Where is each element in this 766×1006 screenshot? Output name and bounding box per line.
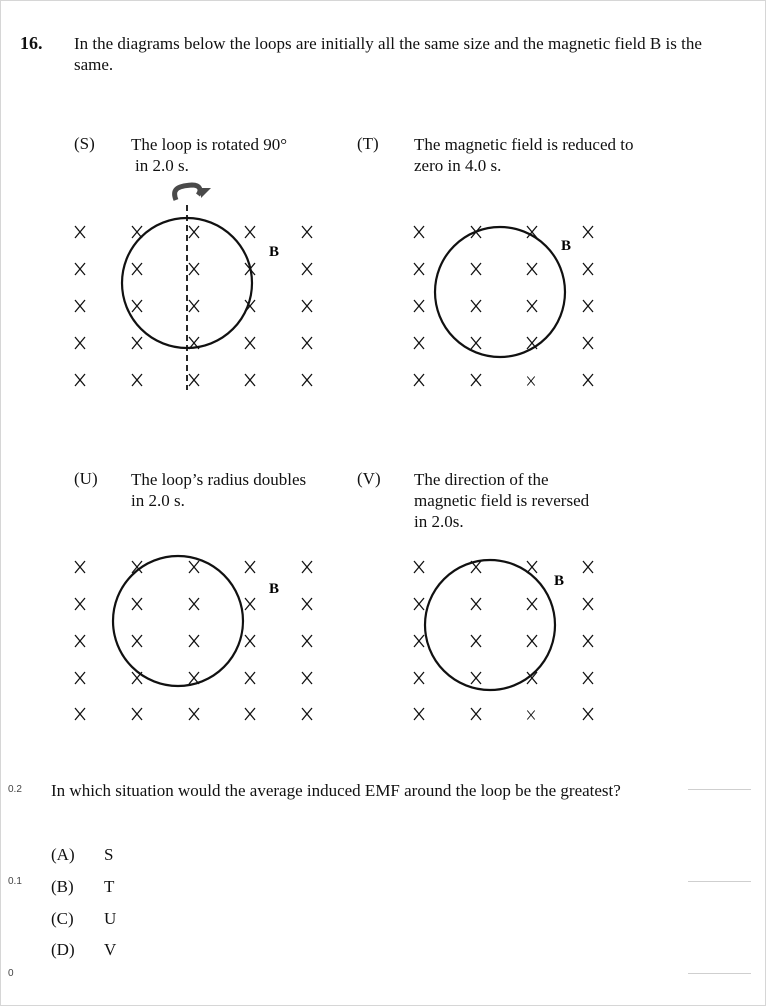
- gridline: [688, 973, 751, 974]
- gridline-label-0-1: 0.1: [8, 876, 22, 887]
- choice-d-text: V: [104, 940, 117, 959]
- panel-t-caption-line2: zero in 4.0 s.: [414, 156, 502, 175]
- panel-u-caption-line1: The loop’s radius doubles: [131, 470, 307, 489]
- panel-v-field-label: B: [554, 573, 565, 589]
- panel-v-diagram: [414, 560, 593, 720]
- panel-u-loop: [113, 556, 243, 686]
- panel-t-diagram: [414, 226, 593, 386]
- gridline-label-0-2: 0.2: [8, 784, 22, 795]
- panel-v-field-crosses: [414, 561, 593, 720]
- question-prompt: In which situation would the average induced EMF around the loop be the greatest?: [51, 781, 621, 800]
- panel-s-field-label: B: [269, 244, 280, 260]
- panel-t-field-label: B: [561, 238, 572, 254]
- panel-t-caption-line1: The magnetic field is reduced to: [414, 135, 634, 154]
- panel-t-label: (T): [357, 134, 379, 153]
- choice-b-text: T: [104, 877, 115, 896]
- panel-u-caption-line2: in 2.0 s.: [131, 491, 185, 510]
- choice-b-letter: (B): [51, 877, 74, 896]
- choice-d-letter: (D): [51, 940, 75, 959]
- choice-a-text: S: [104, 845, 114, 864]
- rotation-arrowhead-icon: [201, 188, 211, 198]
- rotation-arrow-icon: [175, 185, 200, 200]
- question-intro: In the diagrams below the loops are initially all the same size and the magnetic field B is the same.: [74, 34, 702, 74]
- panel-s-caption-line2: in 2.0 s.: [135, 156, 189, 175]
- panel-s-label: (S): [74, 134, 95, 153]
- panel-v-loop: [425, 560, 555, 690]
- panel-v-caption-line2: magnetic field is reversed: [414, 491, 590, 510]
- choice-c-letter: (C): [51, 909, 74, 928]
- panel-u-field-label: B: [269, 581, 280, 597]
- gridline-label-0: 0: [8, 968, 14, 979]
- panel-s-caption-line1: The loop is rotated 90°: [131, 135, 287, 154]
- panel-u-diagram: [75, 556, 312, 720]
- question-number: 16.: [20, 33, 43, 53]
- choice-a-letter: (A): [51, 845, 75, 864]
- panel-v-label: (V): [357, 469, 381, 488]
- panel-s-diagram: [75, 185, 312, 390]
- panel-v-caption-line3: in 2.0s.: [414, 512, 464, 531]
- panel-v-caption-line1: The direction of the: [414, 470, 549, 489]
- panel-u-label: (U): [74, 469, 98, 488]
- panel-t-loop: [435, 227, 565, 357]
- gridline: [688, 881, 751, 882]
- gridline: [688, 789, 751, 790]
- choice-c-text: U: [104, 909, 117, 928]
